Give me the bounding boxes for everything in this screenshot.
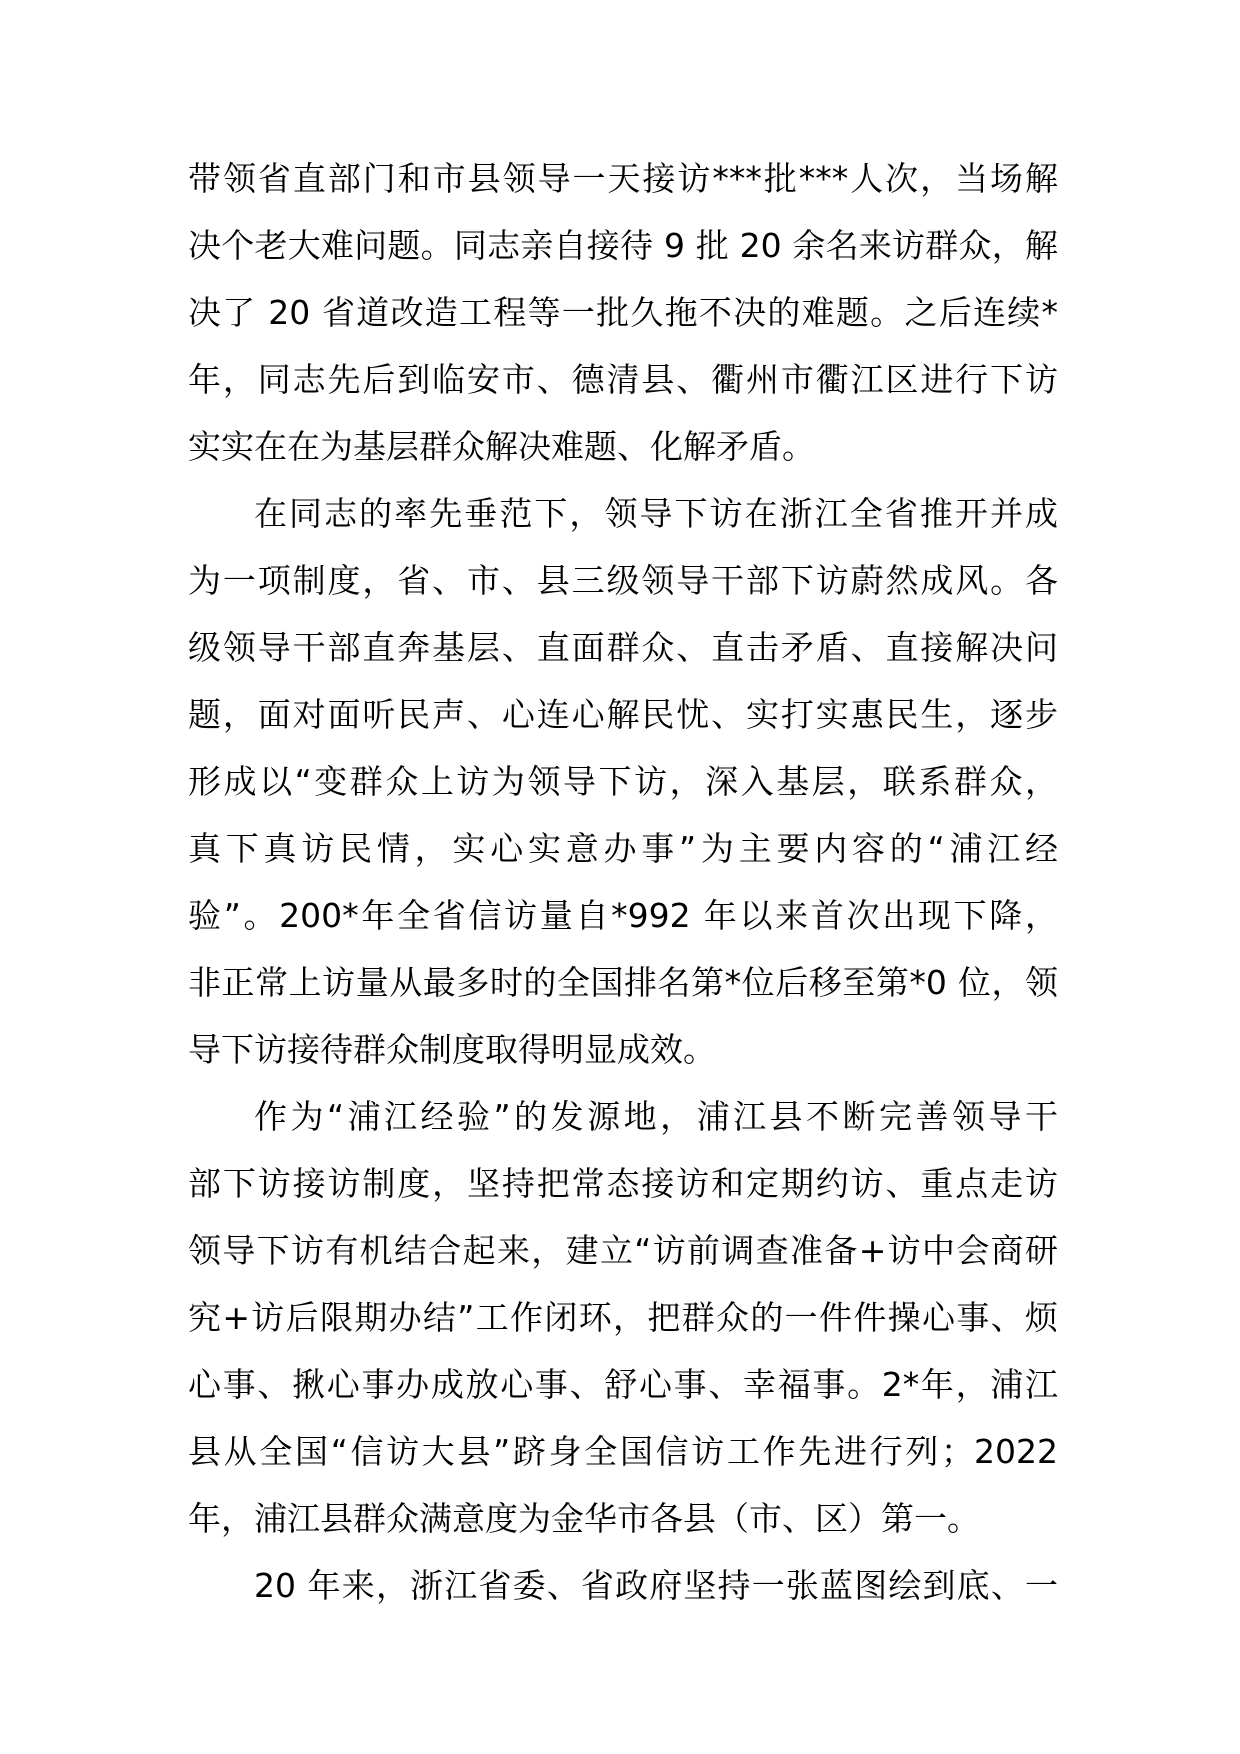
text-line: 实实在在为基层群众解决难题、化解矛盾。 [188, 427, 815, 466]
text-line: 决个老大难问题。同志亲自接待 9 批 20 余名来访群众，解 [188, 226, 1058, 265]
text-line: 决了 20 省道改造工程等一批久拖不决的难题。之后连续* [188, 293, 1058, 332]
text-line: 为一项制度，省、市、县三级领导干部下访蔚然成风。各 [188, 561, 1058, 600]
text-line: 心事、揪心事办成放心事、舒心事、幸福事。2*年，浦江 [188, 1365, 1058, 1404]
text-line: 非正常上访量从最多时的全国排名第*位后移至第*0 位，领 [188, 963, 1058, 1002]
text-line: 部下访接访制度，坚持把常态接访和定期约访、重点走访 [188, 1164, 1058, 1203]
text-line: 形成以“变群众上访为领导下访，深入基层，联系群众， [188, 762, 1058, 801]
text-line: 导下访接待群众制度取得明显成效。 [188, 1030, 716, 1069]
text-line: 真下真访民情，实心实意办事”为主要内容的“浦江经 [188, 829, 1058, 868]
text-line: 究+访后限期办结”工作闭环，把群众的一件件操心事、烦 [188, 1298, 1058, 1337]
paragraph [188, 1552, 1058, 1619]
text-line: 在同志的率先垂范下，领导下访在浙江全省推开并成 [254, 494, 1058, 533]
text-line: 20 年来，浙江省委、省政府坚持一张蓝图绘到底、一 [254, 1566, 1058, 1605]
text-line: 领导下访有机结合起来，建立“访前调查准备+访中会商研 [188, 1231, 1058, 1270]
text-line: 作为“浦江经验”的发源地，浦江县不断完善领导干 [254, 1097, 1058, 1136]
paragraph [188, 480, 1058, 1083]
paragraph [188, 1083, 1058, 1552]
text-line: 验”。200*年全省信访量自*992 年以来首次出现下降， [188, 896, 1058, 935]
text-line: 题，面对面听民声、心连心解民忧、实打实惠民生，逐步 [188, 695, 1058, 734]
text-line: 县从全国“信访大县”跻身全国信访工作先进行列；2022 [188, 1432, 1058, 1471]
paragraph [188, 145, 1058, 480]
text-line: 级领导干部直奔基层、直面群众、直击矛盾、直接解决问 [188, 628, 1058, 667]
text-line: 带领省直部门和市县领导一天接访***批***人次，当场解 [188, 159, 1058, 198]
text-line: 年，同志先后到临安市、德清县、衢州市衢江区进行下访 [188, 360, 1058, 399]
body-text [188, 145, 1058, 1619]
text-line: 年，浦江县群众满意度为金华市各县（市、区）第一。 [188, 1499, 980, 1538]
